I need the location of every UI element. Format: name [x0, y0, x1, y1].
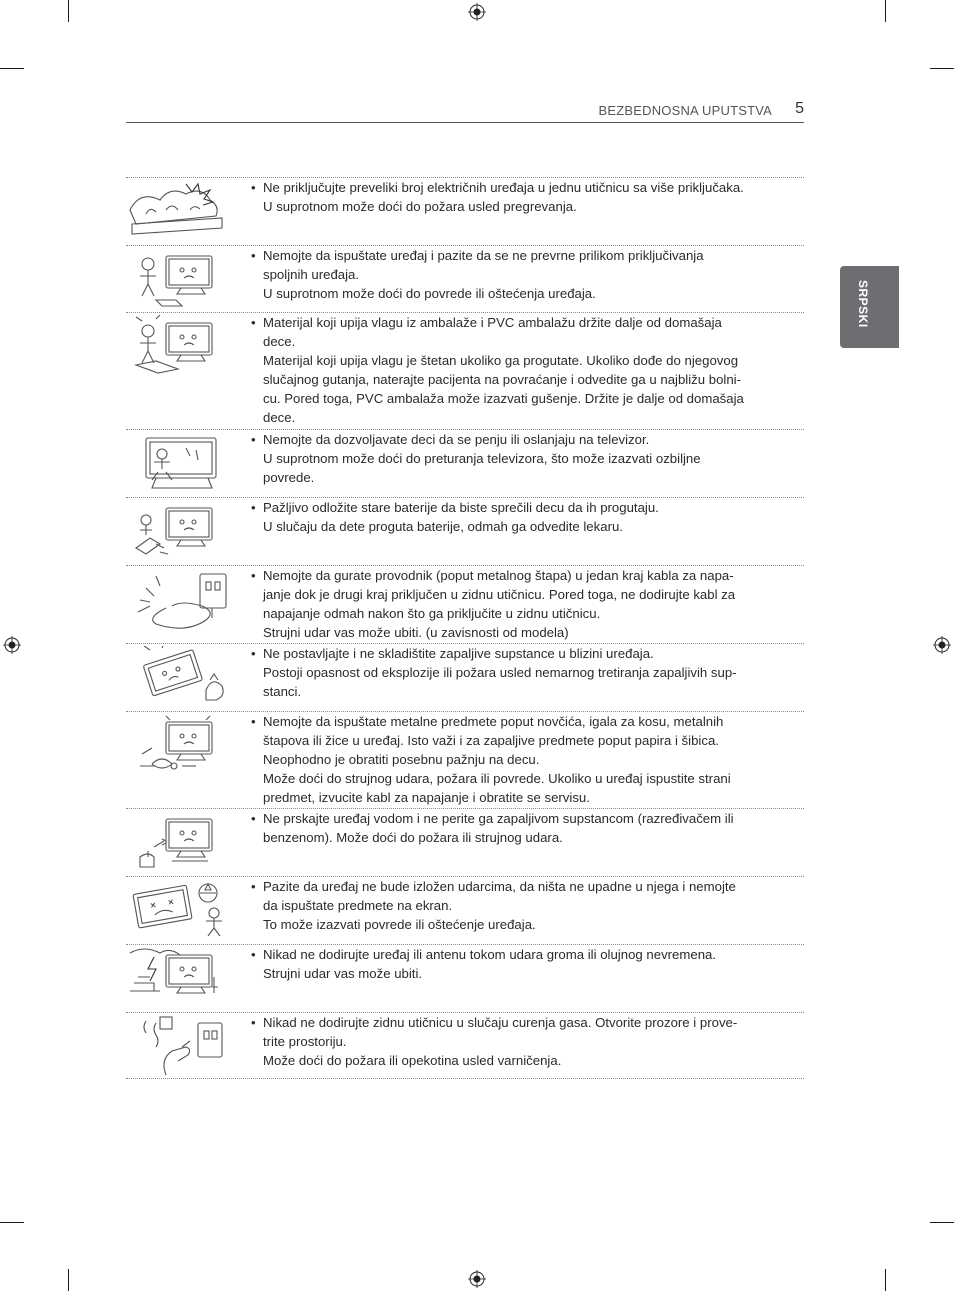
registration-mark-icon — [933, 636, 951, 654]
page-header — [126, 98, 804, 123]
instruction-line: Postoji opasnost od eksplozije ili požara usled nemarnog tretiranja zapaljivih sup- — [263, 665, 737, 680]
power-cable-icon — [126, 568, 238, 635]
instruction-line: Nemojte da gurate provodnik (poput metalnog štapa) u jedan kraj kabla za napa- — [263, 568, 734, 583]
bullet: • — [251, 432, 256, 447]
bullet: • — [251, 500, 256, 515]
instruction-text — [251, 809, 788, 847]
battery-child-icon — [126, 500, 238, 567]
crop-mark — [885, 0, 886, 22]
crop-mark — [930, 1222, 954, 1223]
instruction-row — [126, 643, 804, 711]
bullet: • — [251, 248, 256, 263]
instruction-line: Ne postavljajte i ne skladištite zapaljive supstance u blizini uređaja. — [263, 646, 654, 661]
instruction-line: Materijal koji upija vlagu je štetan ukoliko ga progutate. Ukoliko dođe do njegovog — [263, 353, 739, 368]
instruction-row — [126, 245, 804, 312]
instruction-row — [126, 565, 804, 643]
language-tab — [840, 266, 899, 348]
safety-instructions-list — [126, 177, 804, 1079]
instruction-text — [251, 430, 788, 487]
instruction-text — [251, 178, 788, 216]
instruction-line: Može doći do požara ili opekotina usled varničenja. — [263, 1053, 562, 1068]
instruction-line: U suprotnom može doći do povrede ili oštećenja uređaja. — [263, 286, 596, 301]
instruction-line: da ispuštate predmete na ekran. — [263, 898, 453, 913]
ball-impact-icon — [126, 879, 238, 946]
instruction-text — [251, 644, 788, 701]
instruction-text — [251, 712, 788, 807]
instruction-text — [251, 566, 788, 642]
crop-mark — [68, 0, 69, 22]
registration-mark-icon — [468, 3, 486, 21]
crop-mark — [68, 1269, 69, 1291]
instruction-line: Nikad ne dodirujte zidnu utičnicu u slučaju curenja gasa. Otvorite prozore i prove- — [263, 1015, 738, 1030]
instruction-line: stanci. — [263, 684, 302, 699]
instruction-row — [126, 1012, 804, 1079]
instruction-line: Materijal koji upija vlagu iz ambalaže i PVC ambalažu držite dalje od domašaja — [263, 315, 722, 330]
instruction-line: Ne priključujte preveliki broj električnih uređaja u jednu utičnicu sa više priključaka. — [263, 180, 744, 195]
instruction-line: Nikad ne dodirujte uređaj ili antenu tokom udara groma ili olujnog nevremena. — [263, 947, 717, 962]
instruction-row — [126, 944, 804, 1012]
instruction-line: štapova ili žice u uređaj. Isto važi i za zapaljive predmete poput papira i šibica. — [263, 733, 719, 748]
instruction-line: napajanje odmah nakon što ga priključite u zidnu utičnicu. — [263, 606, 601, 621]
metal-objects-icon — [126, 714, 238, 781]
instruction-line: spoljnih uređaja. — [263, 267, 360, 282]
instruction-line: Ne prskajte uređaj vodom i ne perite ga zapaljivom supstancom (razređivačem ili — [263, 811, 734, 826]
tv-drop-icon — [126, 248, 238, 315]
crop-mark — [0, 1222, 24, 1223]
bullet: • — [251, 811, 256, 826]
bullet: • — [251, 180, 256, 195]
language-tab-label: SRPSKI — [856, 280, 870, 328]
crop-mark — [885, 1269, 886, 1291]
instruction-line: Nemojte da dozvoljavate deci da se penju ili oslanjaju na televizor. — [263, 432, 650, 447]
instruction-line: U suprotnom može doći do požara usled pregrevanja. — [263, 199, 577, 214]
bullet: • — [251, 646, 256, 661]
instruction-line: Može doći do strujnog udara, požara ili povrede. Ukoliko u uređaj ispustite strani — [263, 771, 731, 786]
instruction-line: Pažljivo odložite stare baterije da biste sprečili decu da ih progutaju. — [263, 500, 659, 515]
instruction-text — [251, 246, 788, 303]
child-packaging-icon — [126, 315, 238, 382]
instruction-line: dece. — [263, 334, 296, 349]
instruction-line: U slučaju da dete proguta baterije, odmah ga odvedite lekaru. — [263, 519, 623, 534]
bullet: • — [251, 1015, 256, 1030]
instruction-line: predmet, izvucite kabl za napajanje i obratite se servisu. — [263, 790, 590, 805]
instruction-line: Strujni udar vas može ubiti. (u zavisnosti od modela) — [263, 625, 569, 640]
registration-mark-icon — [3, 636, 21, 654]
instruction-line: dece. — [263, 410, 296, 425]
child-climbing-tv-icon — [126, 432, 238, 499]
instruction-line: cu. Pored toga, PVC ambalaža može izazvati gušenje. Držite je dalje od domašaja — [263, 391, 744, 406]
instruction-line: povrede. — [263, 470, 315, 485]
crop-mark — [0, 68, 24, 69]
section-title: BEZBEDNOSNA UPUTSTVA — [598, 103, 772, 118]
instruction-text — [251, 1013, 788, 1070]
instruction-text — [251, 945, 788, 983]
bullet: • — [251, 879, 256, 894]
instruction-line: janje dok je drugi kraj priključen u zidnu utičnicu. Pored toga, ne dodirujte kabl za — [263, 587, 736, 602]
instruction-row — [126, 177, 804, 245]
instruction-row — [126, 312, 804, 429]
overloaded-outlet-icon — [126, 180, 238, 247]
instruction-row — [126, 497, 804, 565]
instruction-line: To može izazvati povrede ili oštećenje uređaja. — [263, 917, 536, 932]
lightning-storm-icon — [126, 947, 238, 1014]
instruction-line: benzenom). Može doći do požara ili strujnog udara. — [263, 830, 563, 845]
bullet: • — [251, 315, 256, 330]
bullet: • — [251, 714, 256, 729]
instruction-line: Nemojte da ispuštate uređaj i pazite da se ne prevrne prilikom priključivanja — [263, 248, 704, 263]
page-number: 5 — [795, 100, 804, 117]
instruction-line: Strujni udar vas može ubiti. — [263, 966, 423, 981]
instruction-text — [251, 313, 788, 427]
instruction-row — [126, 808, 804, 876]
instruction-line: Neophodno je obratiti posebnu pažnju na decu. — [263, 752, 540, 767]
crop-mark — [930, 68, 954, 69]
instruction-text — [251, 877, 788, 934]
gas-leak-outlet-icon — [126, 1015, 238, 1082]
instruction-line: Pazite da uređaj ne bude izložen udarcima, da ništa ne upadne u njega i nemojte — [263, 879, 736, 894]
registration-mark-icon — [468, 1270, 486, 1288]
instruction-line: Nemojte da ispuštate metalne predmete poput novčića, igala za kosu, metalnih — [263, 714, 724, 729]
instruction-row — [126, 429, 804, 497]
water-spray-icon — [126, 811, 238, 878]
instruction-line: slučajnog gutanja, naterajte pacijenta na povraćanje i odvedite ga u najbližu bolni- — [263, 372, 742, 387]
bullet: • — [251, 568, 256, 583]
flammable-substance-icon — [126, 646, 238, 713]
instruction-row — [126, 711, 804, 808]
bullet: • — [251, 947, 256, 962]
instruction-row — [126, 876, 804, 944]
instruction-line: U suprotnom može doći do preturanja televizora, što može izazvati ozbiljne — [263, 451, 701, 466]
instruction-text — [251, 498, 788, 536]
instruction-line: trite prostoriju. — [263, 1034, 347, 1049]
